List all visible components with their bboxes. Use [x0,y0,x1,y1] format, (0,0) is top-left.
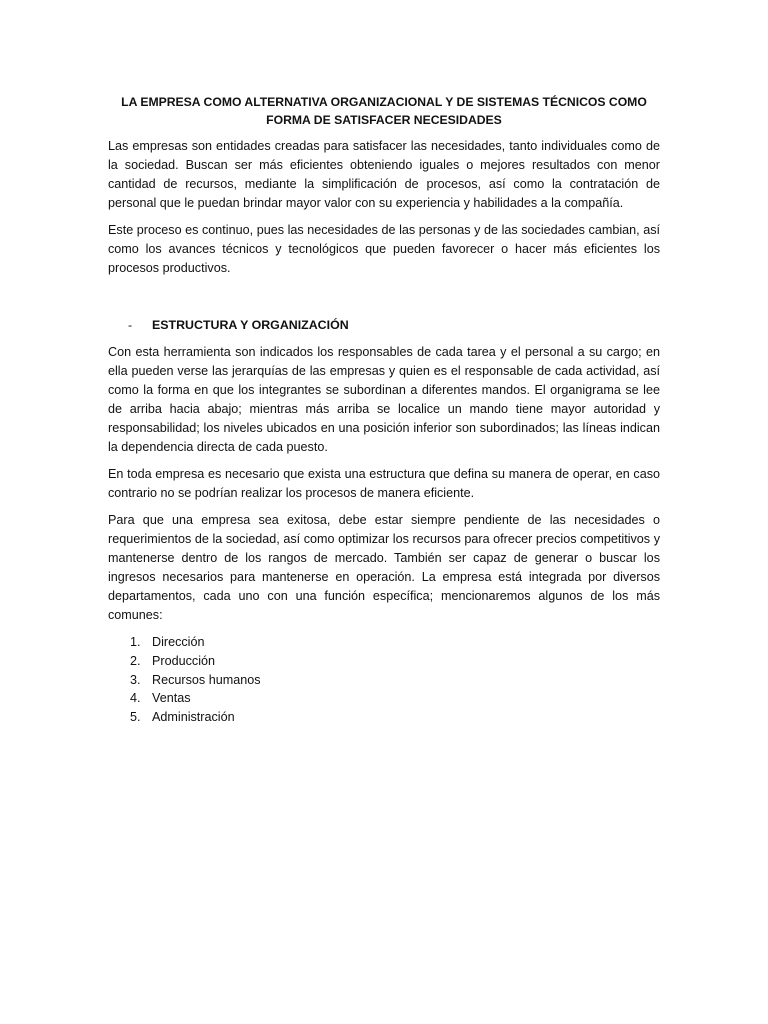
intro-paragraph-1: Las empresas son entidades creadas para satisfacer las necesidades, tanto individuales como de la sociedad. Buscan ser más eficientes obteniendo iguales o mejores resultados con menor cantidad de recursos, mediante la simplificación de procesos, así como la contratación de personal que le puedan brindar mayor valor con su experiencia y habilidades a la compañía. [108,139,660,210]
list-item-number: 4. [130,691,141,706]
section-paragraph-3: Para que una empresa sea exitosa, debe estar siempre pendiente de las necesidades o requerimientos de la sociedad, así como optimizar los recursos para ofrecer precios competitivos y mantenerse dentro de los rangos de mercado. También ser capaz de generar o buscar los ingresos necesarios para mantenerse en operación. La empresa está integrada por diversos departamentos, cada uno con una función específica; mencionaremos algunos de los más comunes: [108,513,660,622]
list-item-number: 5. [130,710,141,725]
list-item-label: Recursos humanos [152,672,261,687]
list-item-label: Ventas [152,691,191,706]
list-item [108,708,660,727]
list-item-label: Dirección [152,635,205,649]
intro-paragraph-2: Este proceso es continuo, pues las necesidades de las personas y de las sociedades cambian, así como los avances técnicos y tecnológicos que pueden favorecer o hacer más eficientes los procesos productivos. [108,223,660,275]
list-item-number: 2. [130,653,141,668]
list-item [108,652,660,671]
section-bullet: - [128,318,133,332]
list-item-number: 3. [130,672,141,687]
list-item-number: 1. [130,635,141,649]
document-title: LA EMPRESA COMO ALTERNATIVA ORGANIZACIONAL Y DE SISTEMAS TÉCNICOS COMO FORMA DE SATISFACER NECESIDADES [121,95,647,127]
document-page [108,93,660,727]
list-item [108,689,660,708]
section-paragraph-2: En toda empresa es necesario que exista una estructura que defina su manera de operar, en caso contrario no se podrían realizar los procesos de manera eficiente. [108,467,660,500]
list-item-label: Producción [152,653,216,668]
list-item-label: Administración [152,710,235,725]
section-heading [108,316,660,335]
list-item [108,671,660,690]
section-paragraph-1: Con esta herramienta son indicados los responsables de cada tarea y el personal a su cargo; en ella pueden verse las jerarquías de las empresas y quien es el responsable de cada actividad, así como la forma en que los integrantes se subordinan a diferentes mandos. El organigrama se lee de arriba hacia abajo; mientras más arriba se localice un mando tiene mayor autoridad y responsabilidad; los niveles ubicados en una posición inferior son subordinados; las líneas indican la dependencia directa de cada puesto. [108,345,660,454]
section-heading-text: ESTRUCTURA Y ORGANIZACIÓN [152,318,349,332]
departments-list [108,633,660,727]
section-spacer [108,286,660,316]
list-item [108,633,660,652]
